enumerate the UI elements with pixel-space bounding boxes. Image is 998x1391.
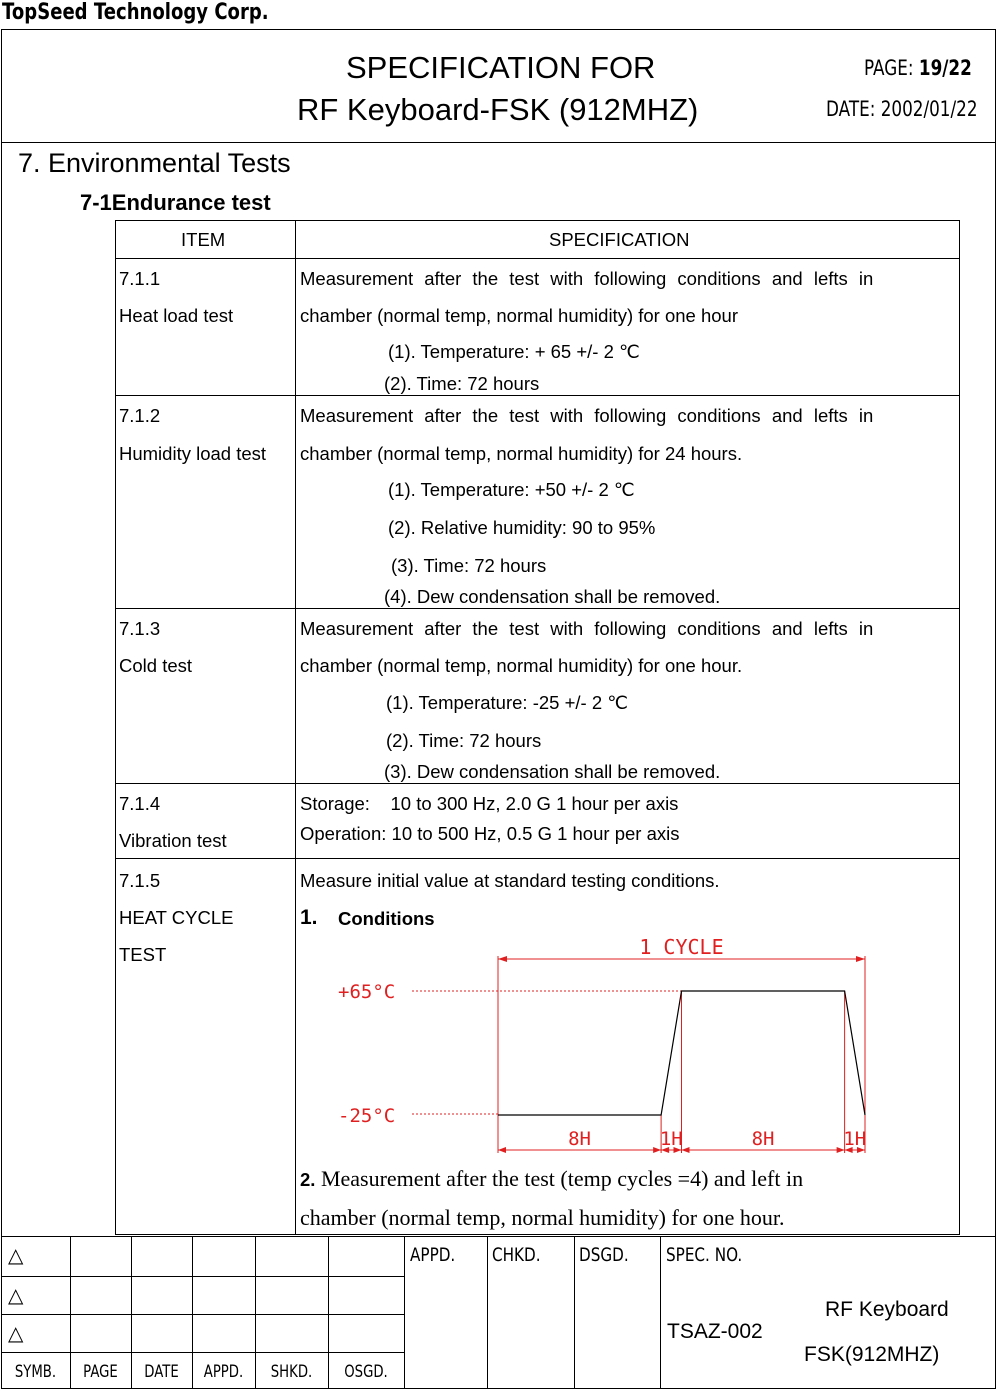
revision-triangle-icon: △	[8, 1285, 24, 1307]
title-block-border	[487, 1236, 488, 1389]
arrow-head	[498, 956, 507, 962]
spec-condition: (2). Relative humidity: 90 to 95%	[388, 517, 656, 538]
spec-condition: (3). Dew condensation shall be removed.	[384, 761, 721, 782]
spec-text: chamber (normal temp, normal humidity) for one hour	[300, 305, 739, 326]
subsection-title: 7-1Endurance test	[80, 190, 271, 215]
spec-condition: (2). Time: 72 hours	[386, 730, 542, 751]
item-name: Humidity load test	[119, 443, 267, 464]
item-name: Vibration test	[119, 830, 227, 851]
header-divider	[1, 142, 996, 143]
spec-text: chamber (normal temp, normal humidity) for 24 hours.	[300, 443, 743, 464]
spec-condition: (1). Temperature: +50 +/- 2 ℃	[388, 479, 635, 500]
segment-label: 8H	[751, 1128, 775, 1150]
doc-date: DATE: 2002/01/22	[826, 97, 978, 121]
spec-text: Measurement after the test with following conditions and lefts in	[300, 405, 874, 426]
table-border	[295, 220, 296, 1235]
spec-condition: (1). Temperature: + 65 +/- 2 ℃	[388, 341, 640, 362]
spec-no-label: SPEC. NO.	[666, 1244, 743, 1266]
col-symb: SYMB.	[14, 1362, 57, 1382]
title-block-border	[574, 1236, 575, 1389]
table-border	[115, 1234, 960, 1235]
measurement-text: chamber (normal temp, normal humidity) for one hour.	[300, 1205, 785, 1230]
chart-title: 1 CYCLE	[639, 935, 724, 959]
title-block-border	[192, 1236, 193, 1389]
table-border	[115, 395, 960, 396]
col-page: PAGE	[83, 1362, 118, 1382]
designed-label: DSGD.	[579, 1244, 629, 1266]
spec-condition: (4). Dew condensation shall be removed.	[384, 586, 721, 607]
spec-text: Measurement after the test with following conditions and lefts in	[300, 618, 874, 639]
item-name: Heat load test	[119, 305, 234, 326]
segment-label: 1H	[843, 1128, 867, 1150]
ylabel-low: -25°C	[338, 1105, 396, 1127]
doc-title-line2: RF Keyboard-FSK (912MHZ)	[297, 92, 699, 127]
table-border	[959, 220, 960, 1235]
title-block-border	[1, 1236, 996, 1237]
revision-triangle-icon: △	[8, 1323, 24, 1345]
table-border	[115, 783, 960, 784]
table-border	[115, 858, 960, 859]
item-id: 7.1.3	[119, 618, 161, 639]
doc-title-line1: SPECIFICATION FOR	[346, 50, 656, 85]
company-name: TopSeed Technology Corp.	[2, 0, 269, 25]
measurement-text: Measurement after the test (temp cycles =4) and left in	[315, 1166, 804, 1191]
page-number: PAGE: 19/22	[864, 56, 972, 80]
spec-text: Measure initial value at standard testing conditions.	[300, 870, 720, 891]
column-header-item: ITEM	[181, 229, 226, 250]
title-block-border	[255, 1236, 256, 1389]
arrow-head	[498, 1147, 506, 1153]
revision-triangle-icon: △	[8, 1245, 24, 1267]
item-id: 7.1.2	[119, 405, 161, 426]
spec-condition: (2). Time: 72 hours	[384, 373, 540, 394]
spec-text: chamber (normal temp, normal humidity) for one hour.	[300, 655, 743, 676]
title-block-border	[131, 1236, 132, 1389]
spec-text: Storage: 10 to 300 Hz, 2.0 G 1 hour per axis	[300, 793, 679, 814]
title-block-border	[1, 1314, 405, 1315]
approved-label: APPD.	[410, 1244, 456, 1266]
col-shkd: SHKD.	[270, 1362, 313, 1382]
measurement-number: 2.	[300, 1169, 316, 1190]
item-name: HEAT CYCLE	[119, 907, 234, 928]
table-border	[115, 258, 960, 259]
column-header-specification: SPECIFICATION	[549, 229, 690, 250]
table-border	[115, 220, 960, 221]
table-border	[115, 608, 960, 609]
spec-text: Measurement after the test with following conditions and lefts in	[300, 268, 874, 289]
segment-label: 1H	[659, 1128, 683, 1150]
col-date: DATE	[144, 1362, 179, 1382]
title-block-border	[660, 1236, 661, 1389]
arrow-head	[856, 956, 865, 962]
measurement-note	[300, 1166, 803, 1192]
item-name: TEST	[119, 944, 167, 965]
table-border	[115, 220, 116, 1235]
item-id: 7.1.4	[119, 793, 161, 814]
spec-condition: (3). Time: 72 hours	[391, 555, 547, 576]
item-name: Cold test	[119, 655, 193, 676]
item-id: 7.1.1	[119, 268, 161, 289]
title-block-border	[70, 1236, 71, 1389]
conditions-label: Conditions	[338, 908, 435, 929]
segment-label: 8H	[568, 1128, 592, 1150]
conditions-number: 1.	[300, 906, 318, 929]
spec-condition: (1). Temperature: -25 +/- 2 ℃	[386, 692, 629, 713]
product-name-line2: FSK(912MHZ)	[804, 1343, 940, 1366]
spec-text: Operation: 10 to 500 Hz, 0.5 G 1 hour per axis	[300, 823, 680, 844]
col-osgd: OSGD.	[344, 1362, 388, 1382]
product-name-line1: RF Keyboard	[825, 1298, 949, 1321]
col-appd: APPD.	[203, 1362, 244, 1382]
item-id: 7.1.5	[119, 870, 161, 891]
title-block-border	[1, 1352, 405, 1353]
ylabel-high: +65°C	[338, 981, 396, 1003]
spec-number: TSAZ-002	[667, 1320, 763, 1343]
checked-label: CHKD.	[492, 1244, 541, 1266]
title-block-border	[1, 1276, 405, 1277]
title-block-border	[404, 1236, 405, 1389]
section-title: 7. Environmental Tests	[18, 148, 291, 178]
heat-cycle-chart	[330, 932, 875, 1157]
title-block-border	[328, 1236, 329, 1389]
